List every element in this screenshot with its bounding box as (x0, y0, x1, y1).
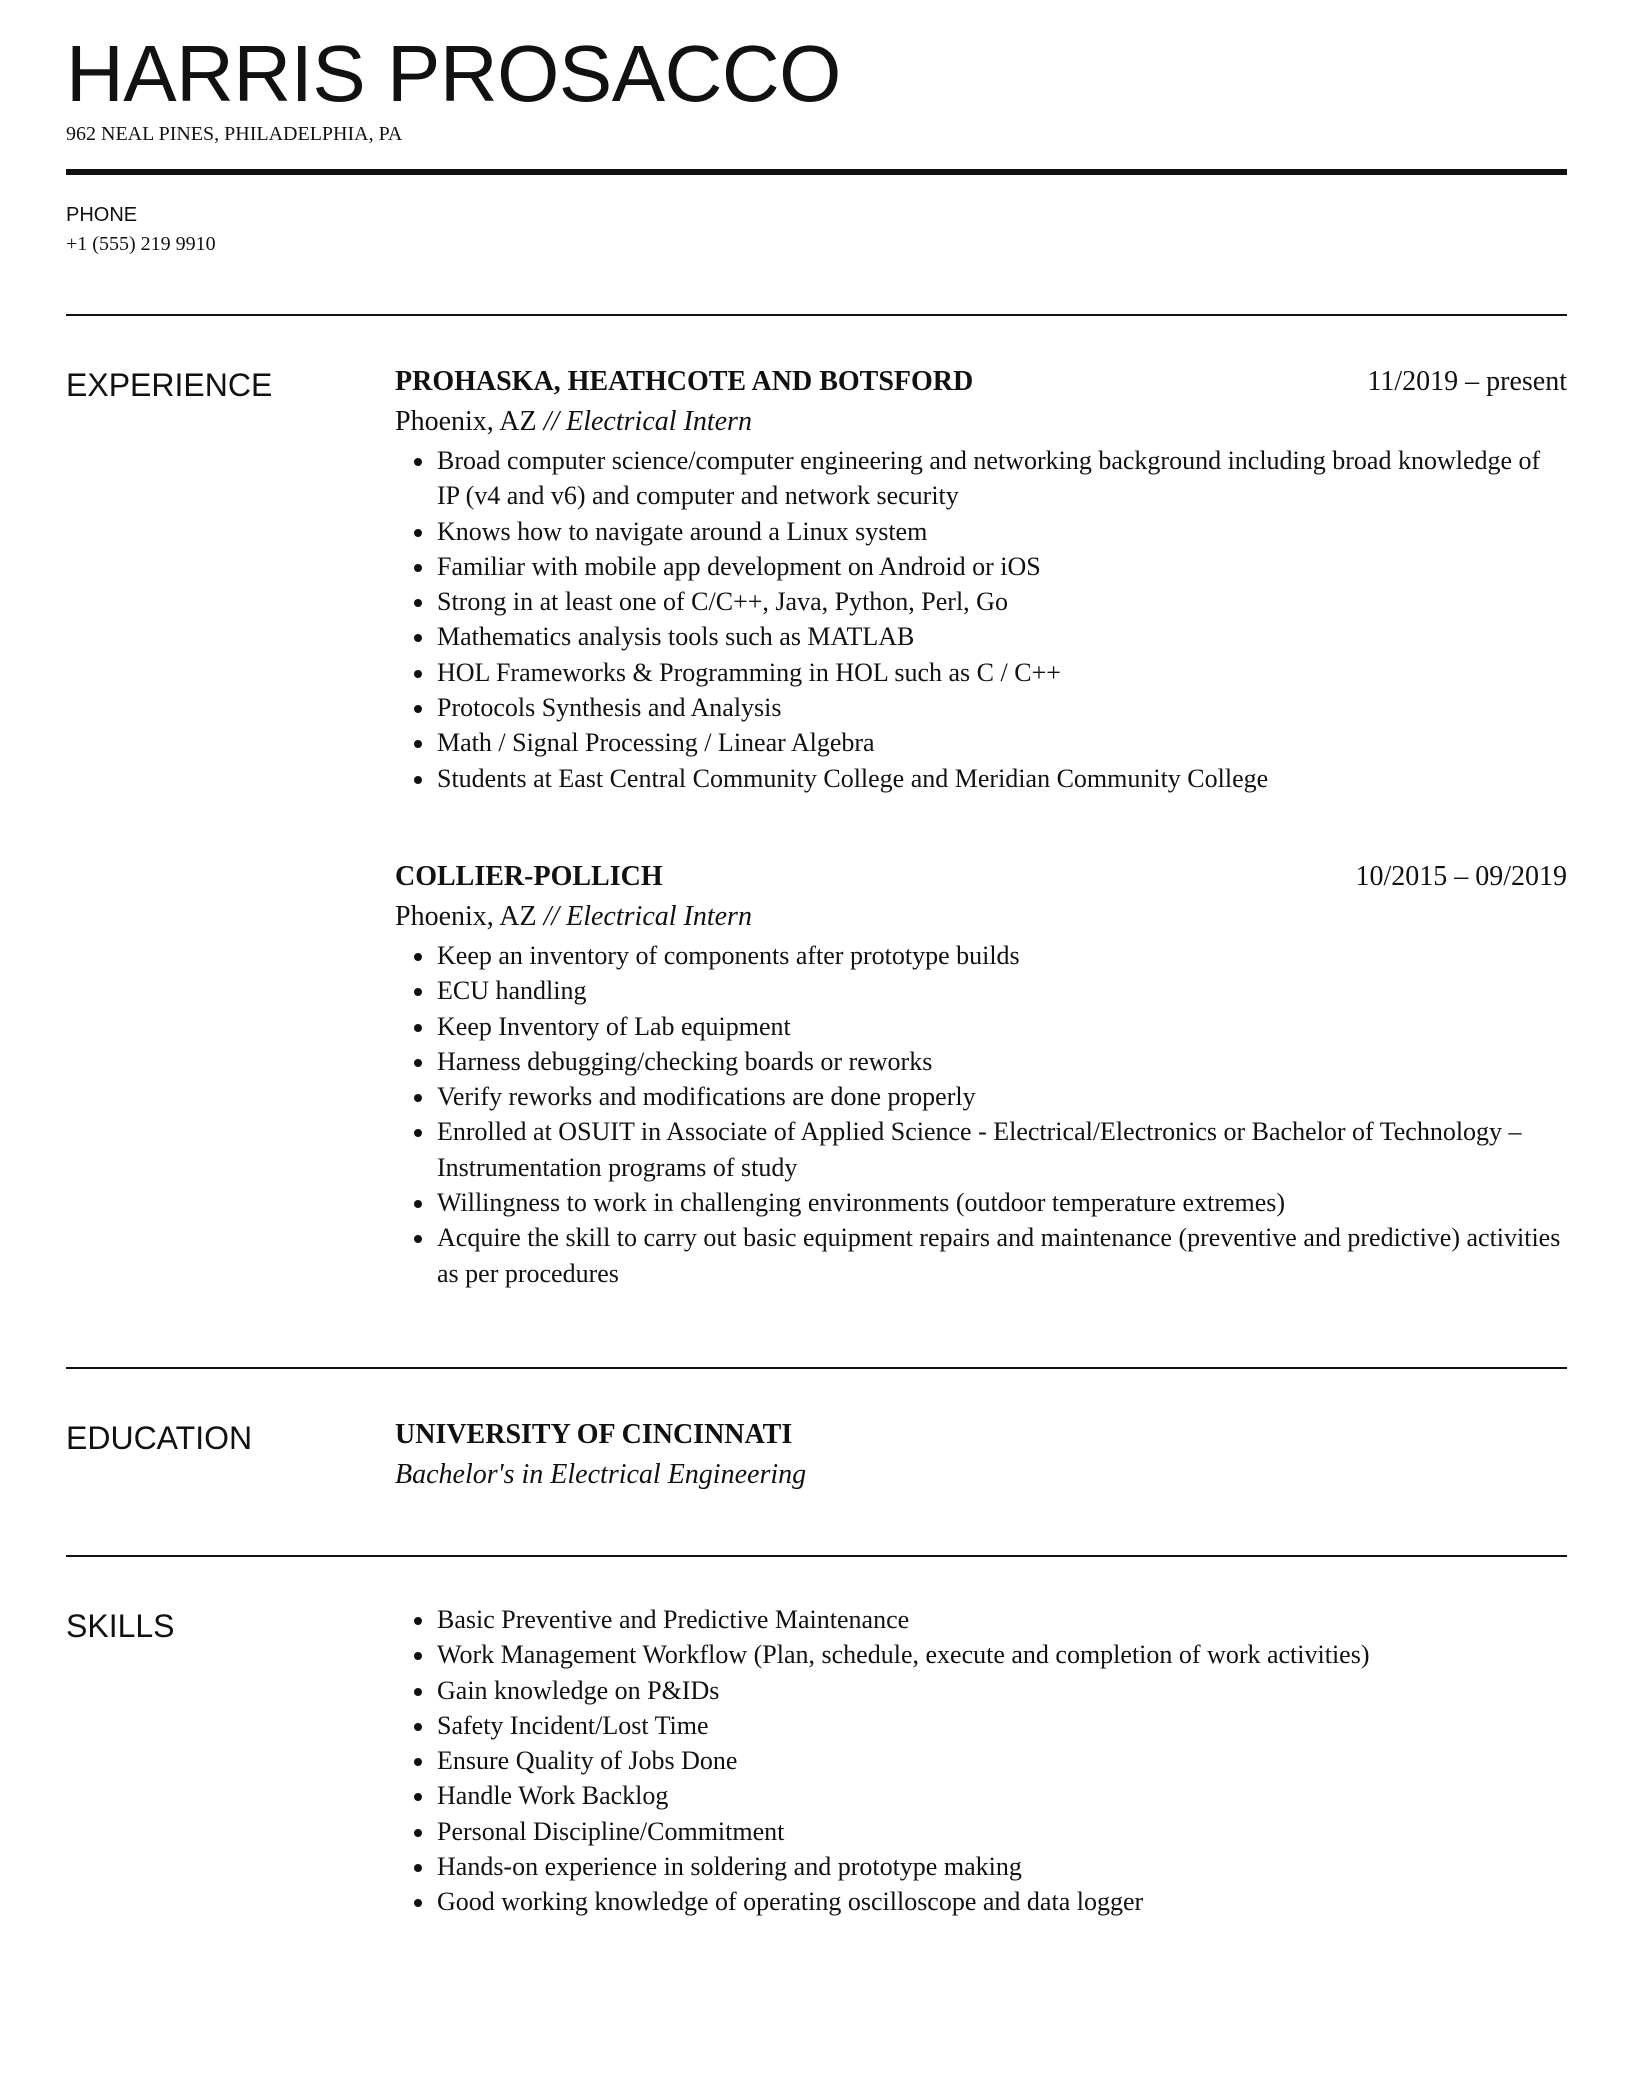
company-name: COLLIER-POLLICH (395, 860, 663, 892)
job-entry (395, 857, 1567, 1291)
list-item: HOL Frameworks & Programming in HOL such as C / C++ (437, 655, 1567, 690)
list-item: Gain knowledge on P&IDs (437, 1673, 1567, 1708)
list-item: Basic Preventive and Predictive Maintenance (437, 1602, 1567, 1637)
list-item: Work Management Workflow (Plan, schedule, execute and completion of work activities) (437, 1637, 1567, 1672)
list-item: Personal Discipline/Commitment (437, 1814, 1567, 1849)
list-item: Enrolled at OSUIT in Associate of Applied Science - Electrical/Electronics or Bachelor of Technology – Instrumentation programs of study (437, 1114, 1567, 1185)
list-item: Students at East Central Community College and Meridian Community College (437, 761, 1567, 796)
list-item: Strong in at least one of C/C++, Java, Python, Perl, Go (437, 584, 1567, 619)
education-section (395, 1415, 1567, 1495)
job-entry (395, 362, 1567, 796)
separator: // (543, 406, 560, 437)
job-dates: 11/2019 – present (1367, 366, 1567, 397)
list-item: Keep an inventory of components after prototype builds (437, 938, 1567, 973)
phone-label: PHONE (66, 204, 138, 226)
list-item: ECU handling (437, 973, 1567, 1008)
section-divider (66, 314, 1567, 316)
list-item: Protocols Synthesis and Analysis (437, 690, 1567, 725)
school-name: UNIVERSITY OF CINCINNATI (395, 1419, 793, 1450)
list-item: Math / Signal Processing / Linear Algebra (437, 725, 1567, 760)
company-name: PROHASKA, HEATHCOTE AND BOTSFORD (395, 366, 974, 397)
candidate-name: HARRIS PROSACCO (66, 29, 841, 118)
degree: Bachelor's in Electrical Engineering (395, 1459, 807, 1490)
job-duties-list (395, 443, 1567, 796)
experience-title: EXPERIENCE (66, 367, 273, 403)
separator: // (543, 900, 560, 932)
job-duties-list (395, 938, 1567, 1291)
skills-title: SKILLS (66, 1608, 175, 1644)
list-item: Familiar with mobile app development on Android or iOS (437, 549, 1567, 584)
list-item: Handle Work Backlog (437, 1778, 1567, 1813)
job-role: Electrical Intern (566, 900, 752, 932)
list-item: Knows how to navigate around a Linux system (437, 514, 1567, 549)
job-location: Phoenix, AZ (395, 900, 537, 932)
list-item: Verify reworks and modifications are done properly (437, 1079, 1567, 1114)
section-divider (66, 1555, 1567, 1557)
job-location: Phoenix, AZ (395, 406, 537, 437)
experience-section (395, 362, 1567, 1291)
phone-number: +1 (555) 219 9910 (66, 233, 216, 255)
education-title: EDUCATION (66, 1420, 253, 1456)
list-item: Willingness to work in challenging environments (outdoor temperature extremes) (437, 1185, 1567, 1220)
job-header (395, 857, 1567, 897)
list-item: Good working knowledge of operating oscilloscope and data logger (437, 1884, 1567, 1919)
list-item: Keep Inventory of Lab equipment (437, 1009, 1567, 1044)
list-item: Acquire the skill to carry out basic equipment repairs and maintenance (preventive and predictive) activities as per procedures (437, 1220, 1567, 1291)
job-location-role (395, 402, 1567, 442)
list-item: Mathematics analysis tools such as MATLAB (437, 619, 1567, 654)
job-role: Electrical Intern (566, 406, 752, 437)
section-divider (66, 1367, 1567, 1369)
list-item: Ensure Quality of Jobs Done (437, 1743, 1567, 1778)
address: 962 NEAL PINES, PHILADELPHIA, PA (66, 123, 403, 145)
skills-section (395, 1602, 1567, 1920)
header-divider (66, 169, 1567, 175)
job-location-role (395, 897, 1567, 937)
list-item: Safety Incident/Lost Time (437, 1708, 1567, 1743)
list-item: Harness debugging/checking boards or reworks (437, 1044, 1567, 1079)
skills-list (395, 1602, 1567, 1920)
list-item: Hands-on experience in soldering and prototype making (437, 1849, 1567, 1884)
job-dates: 10/2015 – 09/2019 (1355, 860, 1567, 892)
job-header (395, 362, 1567, 402)
list-item: Broad computer science/computer engineering and networking background including broad knowledge of IP (v4 and v6) and computer and network security (437, 443, 1567, 514)
